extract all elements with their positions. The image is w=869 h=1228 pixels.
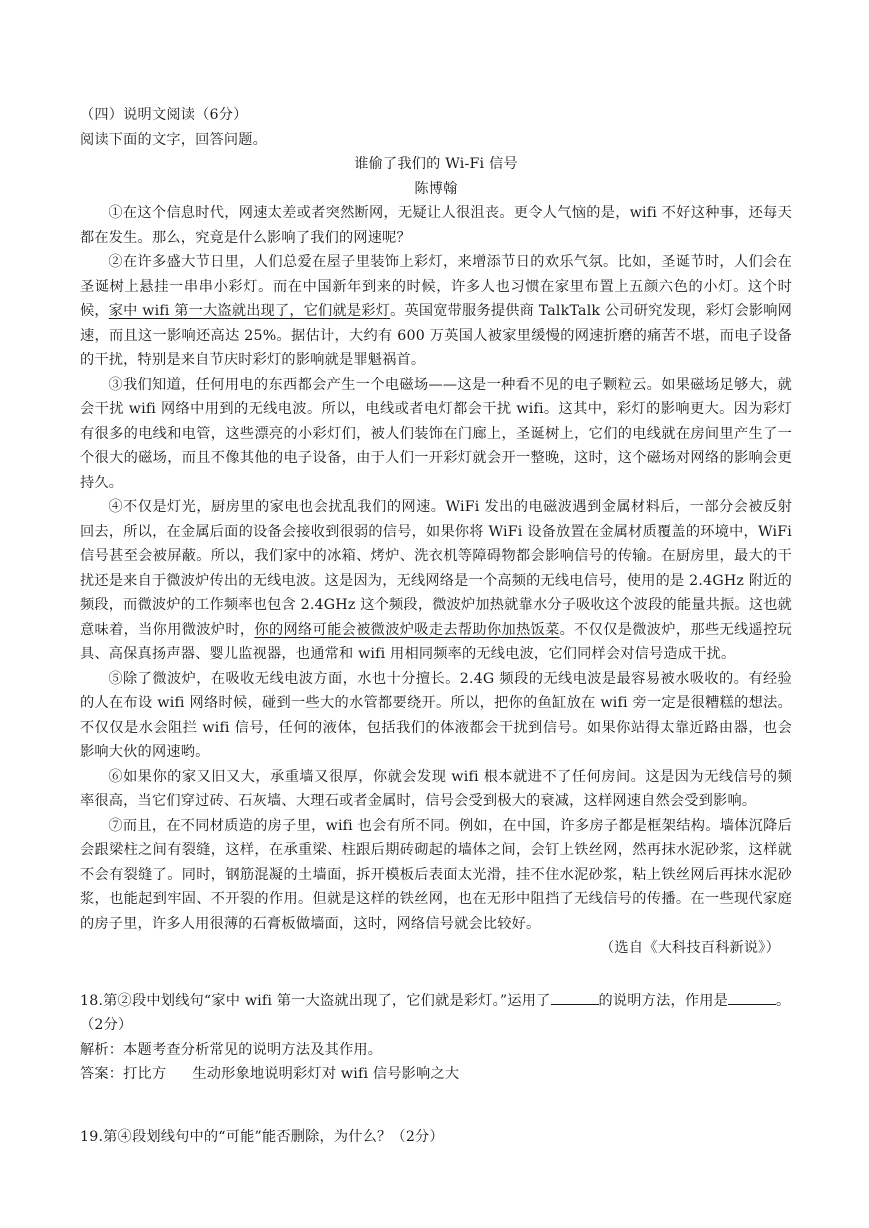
section-heading: （四）说明文阅读（6分） (80, 107, 248, 123)
reading-instruction: 阅读下面的文字，回答问题。 (80, 131, 268, 148)
question-18-answer (80, 1062, 792, 1087)
paragraph-1: ①在这个信息时代，网速太差或者突然断网，无疑让人很沮丧。更令人气恼的是，wifi 不好这种事，还每天都在发生。那么，究竟是什么影响了我们的网速呢？ (80, 205, 792, 246)
spacer (80, 1087, 792, 1125)
paragraph-2-text-a: ②在许多盛大节日里，人们总爱在屋子里装饰上彩灯，来增添节日的欢乐气氛。比如，圣诞节时，人们会在圣诞树上悬挂一串串小彩灯。而在中国新年到来的时候，许多人也习惯在家里布置上五颜六色的小灯。这个时候， (80, 254, 792, 319)
paragraph-5: ⑤除了微波炉，在吸收无线电波方面，水也十分擅长。2.4G 频段的无线电波是最容易被水吸收的。有经验的人在布设 wifi 网络时候，碰到一些大的水管都要绕开。所以，把你的鱼缸放在 wifi 旁一定是很糟糕的想法。不仅仅是水会阻拦 wifi 信号，任何的液体，包括我们的体液都会干扰到信号。如果你站得太靠近路由器，也会影响大伙的网速哟。 (80, 670, 792, 760)
answer-label: 答案：打比方 (80, 1066, 167, 1082)
paragraph-2 (80, 250, 792, 373)
question-18-text-c: 。（2分） (80, 992, 791, 1033)
paragraph-4 (80, 495, 792, 667)
article-author: 陈博翰 (414, 180, 458, 197)
paragraph-4-text-a: ④不仅是灯光，厨房里的家电也会扰乱我们的网速。WiFi 发出的电磁波遇到金属材料后，一部分会被反射回去，所以，在金属后面的设备会接收到很弱的信号，如果你将 WiFi 设备放置在金属材质覆盖的环境中，WiFi 信号甚至会被屏蔽。所以，我们家中的冰箱、烤炉、洗衣机等障碍物都会影响信号的传输。在厨房里，最大的干扰还是来自于微波炉传出的无线电波。这是因为，无线网络是一个高频的无线电信号，使用的是 2.4GHz 附近的频段，而微波炉的工作频率也包含 2.4GHz 这个频段，微波炉加热就靠水分子吸收这个波段的能量共振。这也就意味着，当你用微波炉时， (80, 499, 792, 638)
paragraph-2-text-b: 。英国宽带服务提供商 TalkTalk 公司研究发现，彩灯会影响网速，而且这一影响还高达 25%。据估计，大约有 600 万英国人被家里缓慢的网速折磨的痛苦不堪，而电子设备的干扰，特别是来自节庆时彩灯的影响就是罪魁祸首。 (80, 303, 793, 368)
answer-blank-1 (551, 990, 599, 1005)
answer-detail: 生动形象地说明彩灯对 wifi 信号影响之大 (192, 1066, 460, 1082)
question-18-text-b: 的说明方法，作用是 (598, 992, 729, 1009)
answer-blank-2 (728, 990, 776, 1005)
question-18-analysis: 解析：本题考查分析常见的说明方法及其作用。 (80, 1041, 383, 1058)
document-page (80, 103, 792, 1149)
article-source: （选自《大科技百科新说》） (600, 940, 780, 956)
underlined-sentence-2: 你的网络可能会被微波炉吸走去帮助你加热饭菜 (254, 621, 560, 638)
question-18 (80, 989, 792, 1038)
question-18-text-a: 18.第②段中划线句“家中 wifi 第一大盗就出现了，它们就是彩灯。”运用了 (80, 992, 551, 1009)
spacer (80, 961, 792, 989)
article-title: 谁偷了我们的 Wi-Fi 信号 (354, 156, 518, 172)
underlined-sentence-1: 家中 wifi 第一大盗就出现了，它们就是彩灯 (108, 303, 391, 319)
question-19: 19.第④段划线句中的“可能”能否删除，为什么？（2分） (80, 1128, 444, 1145)
paragraph-7: ⑦而且，在不同材质造的房子里，wifi 也会有所不同。例如，在中国，许多房子都是框架结构。墙体沉降后会跟梁柱之间有裂缝，这样，在承重梁、柱跟后期砖砌起的墙体之间，会钉上铁丝网，然再抹水泥砂浆，这样就不会有裂缝了。同时，钢筋混凝的土墙面，拆开模板后表面太光滑，挂不住水泥砂浆，粘上铁丝网后再抹水泥砂浆，也能起到牢固、不开裂的作用。但就是这样的铁丝网，也在无形中阻挡了无线信号的传播。在一些现代家庭的房子里，许多人用很薄的石膏板做墙面，这时，网络信号就会比较好。 (80, 817, 792, 932)
paragraph-3: ③我们知道，任何用电的东西都会产生一个电磁场——这是一种看不见的电子颗粒云。如果磁场足够大，就会干扰 wifi 网络中用到的无线电波。所以，电线或者电灯都会干扰 wifi。这其中，彩灯的影响更大。因为彩灯有很多的电线和电管，这些漂亮的小彩灯们，被人们装饰在门廊上，圣诞树上，它们的电线就在房间里产生了一个很大的磁场，而且不像其他的电子设备，由于人们一开彩灯就会开一整晚，这时，这个磁场对网络的影响会更持久。 (80, 376, 792, 491)
paragraph-4-text-b: 。不仅仅是微波炉，那些无线遥控玩具、高保真扬声器、婴儿监视器，也通常和 wifi 用相同频率的无线电波，它们同样会对信号造成干扰。 (80, 621, 792, 662)
paragraph-6: ⑥如果你的家又旧又大，承重墙又很厚，你就会发现 wifi 根本就进不了任何房间。这是因为无线信号的频率很高，当它们穿过砖、石灰墙、大理石或者金属时，信号会受到极大的衰减，这样网速自然会受到影响。 (80, 768, 792, 809)
